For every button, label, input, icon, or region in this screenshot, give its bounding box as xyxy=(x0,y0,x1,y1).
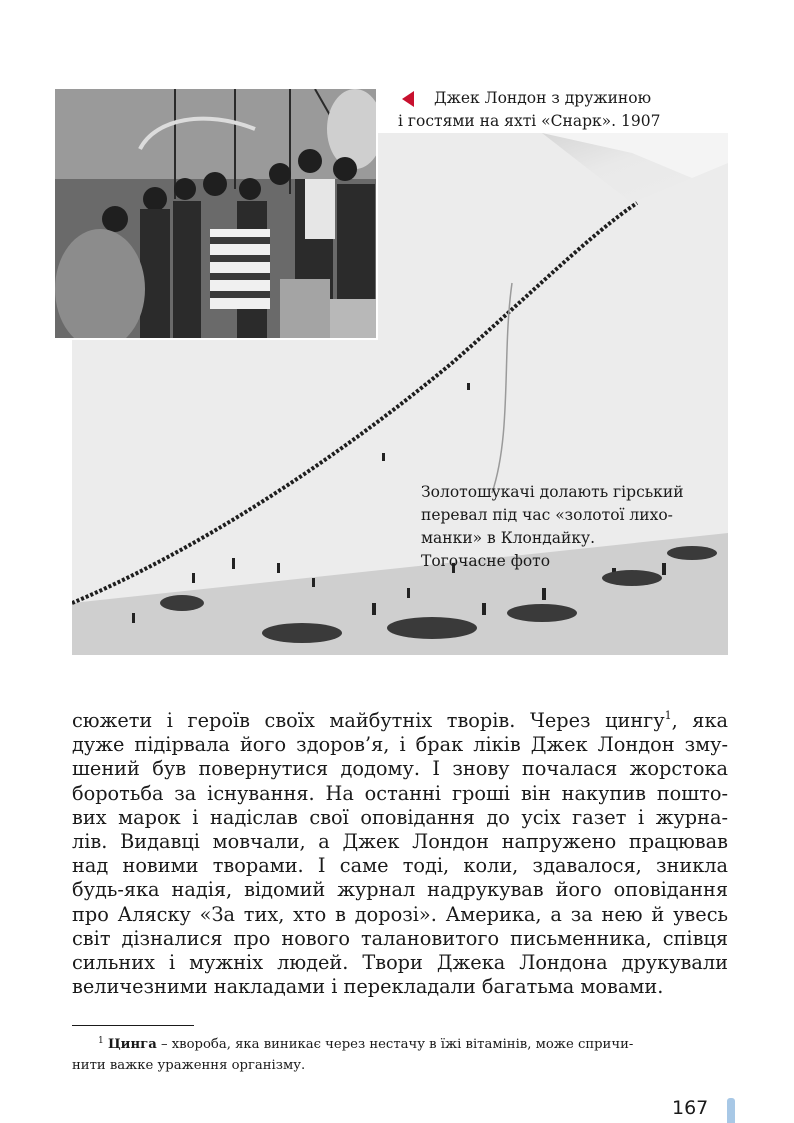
klondike-photo-caption xyxy=(421,481,721,573)
text-line: шений був повернутися додому. І знову почалася жорстока xyxy=(72,757,728,781)
text-line: дуже підірвала його здоров’я, і брак ліків Джек Лондон зму- xyxy=(72,733,728,757)
snark-photo-caption xyxy=(398,87,718,133)
text-line: величезними накладами і перекладали багатьма мовами. xyxy=(72,975,664,999)
text-line: сюжети і героїв своїх майбутніх творів. Через цингу$^1$, яка xyxy=(72,709,729,732)
body-paragraph xyxy=(72,704,728,999)
text-line: про Аляску «За тих, хто в дорозі». Америка, а за нею й увесь xyxy=(72,902,728,926)
footnote-line: $^1$ Цинга – хвороба, яка виникає через нестачу в їжі вітамінів, може спричи- xyxy=(98,1036,634,1052)
caption-line: і гостями на яхті «Снарк». 1907 xyxy=(398,112,661,130)
footnote-mark: 1 xyxy=(98,1036,104,1046)
caption-line: манки» в Клондайку. xyxy=(421,529,596,547)
footnote-divider xyxy=(72,1025,194,1026)
text-line: лів. Видавці мовчали, а Джек Лондон напружено працював xyxy=(72,830,728,854)
caption-line: Тогочасне фото xyxy=(421,552,551,570)
caption-line: перевал під час «золотої лихо- xyxy=(421,506,673,524)
page-tab-marker xyxy=(727,1098,735,1123)
text-line: боротьба за існування. На останні гроші він накупив пошто- xyxy=(72,781,728,805)
caption-marker-icon xyxy=(402,91,414,107)
caption-line: Золотошукачі долають гірський xyxy=(421,483,684,501)
footnote-ref: 1 xyxy=(664,709,672,722)
text-line: світ дізналися про нового талановитого письменника, співця xyxy=(72,926,728,950)
caption-line: Джек Лондон з дружиною xyxy=(434,89,652,107)
text-line: над новими творами. І саме тоді, коли, здавалося, зникла xyxy=(72,854,728,878)
text-line: вих марок і надіслав свої оповідання до усіх газет і журна- xyxy=(72,805,728,829)
page-number: 167 xyxy=(672,1097,709,1119)
snark-yacht-photo xyxy=(53,87,378,340)
text-line: будь-яка надія, відомий журнал надрукував його оповідання xyxy=(72,878,728,902)
footnote xyxy=(72,1031,728,1076)
text-line: сильних і мужніх людей. Твори Джека Лондона друкували xyxy=(72,951,728,975)
footnote-term: Цинга xyxy=(107,1037,157,1052)
snark-yacht-illustration xyxy=(55,89,378,340)
footnote-line: нити важке ураження організму. xyxy=(72,1058,306,1073)
